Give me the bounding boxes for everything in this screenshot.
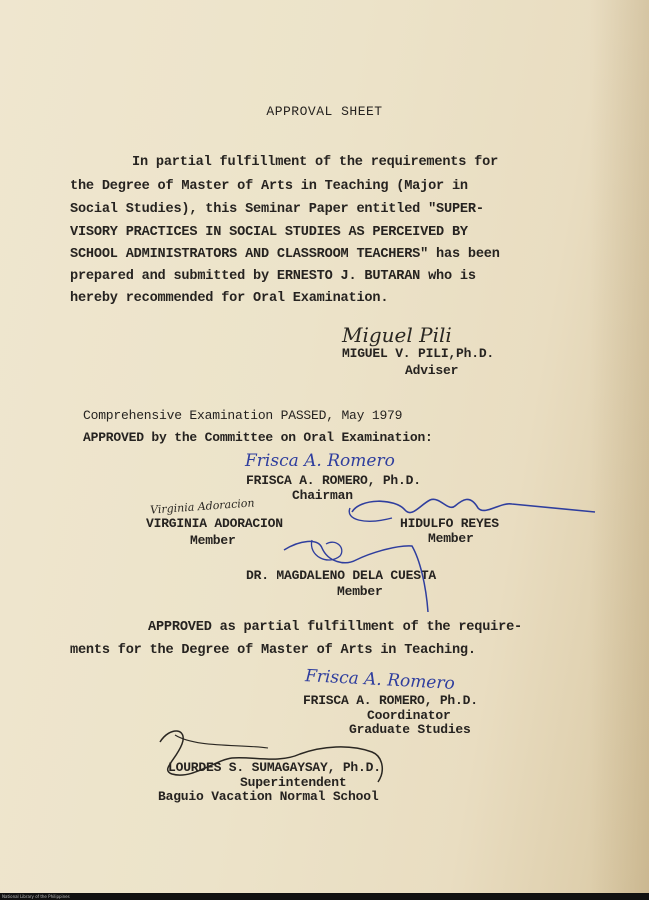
adviser-signature: Miguel Pili: [342, 323, 452, 347]
member1-signature: Virginia Adoracion: [149, 496, 255, 517]
coordinator-role: Coordinator: [367, 708, 451, 723]
superintendent-name: LOURDES S. SUMAGAYSAY, Ph.D.: [168, 760, 381, 775]
coordinator-signature: Frisca A. Romero: [304, 666, 456, 694]
superintendent-school: Baguio Vacation Normal School: [158, 789, 379, 804]
intro-line-2: the Degree of Master of Arts in Teaching (Major in: [70, 179, 468, 194]
chairman-signature: Frisca A. Romero: [245, 451, 395, 471]
exam-passed-line: Comprehensive Examination PASSED, May 1979: [83, 408, 403, 423]
sumagaysay-signature-tail: [175, 735, 268, 748]
intro-line-7: hereby recommended for Oral Examination.: [70, 291, 389, 306]
intro-line-4: VISORY PRACTICES IN SOCIAL STUDIES AS PERCEIVED BY: [70, 225, 468, 240]
page-title: APPROVAL SHEET: [266, 104, 383, 119]
intro-line-5: SCHOOL ADMINISTRATORS AND CLASSROOM TEACHERS" has been: [70, 247, 500, 262]
member3-role: Member: [337, 584, 383, 599]
paper-edge-shadow: [589, 0, 649, 893]
adviser-role: Adviser: [405, 363, 459, 378]
dela-cuesta-signature-loop: [311, 540, 341, 560]
coordinator-name: FRISCA A. ROMERO, Ph.D.: [303, 693, 478, 708]
adviser-name: MIGUEL V. PILI,Ph.D.: [342, 346, 495, 361]
reyes-signature-loop: [349, 508, 392, 521]
member1-name: VIRGINIA ADORACION: [146, 516, 283, 531]
reyes-signature: [352, 499, 595, 512]
coordinator-unit: Graduate Studies: [349, 722, 471, 737]
chairman-role: Chairman: [292, 488, 353, 503]
intro-line-1: In partial fulfillment of the requirements for: [132, 155, 499, 170]
approved-line-1: APPROVED as partial fulfillment of the require-: [148, 620, 523, 635]
member1-role: Member: [190, 533, 236, 548]
archive-footer: National Library of the Philippines: [0, 893, 649, 900]
chairman-name: FRISCA A. ROMERO, Ph.D.: [246, 473, 421, 488]
exam-approved-line: APPROVED by the Committee on Oral Examination:: [83, 430, 433, 445]
approved-line-2: ments for the Degree of Master of Arts in Teaching.: [70, 643, 476, 658]
member3-name: DR. MAGDALENO DELA CUESTA: [246, 568, 437, 583]
intro-line-3: Social Studies), this Seminar Paper entitled "SUPER-: [70, 202, 484, 217]
superintendent-role: Superintendent: [240, 775, 347, 790]
member2-name: HIDULFO REYES: [400, 516, 499, 531]
intro-line-6: prepared and submitted by ERNESTO J. BUTARAN who is: [70, 269, 476, 284]
member2-role: Member: [428, 531, 474, 546]
